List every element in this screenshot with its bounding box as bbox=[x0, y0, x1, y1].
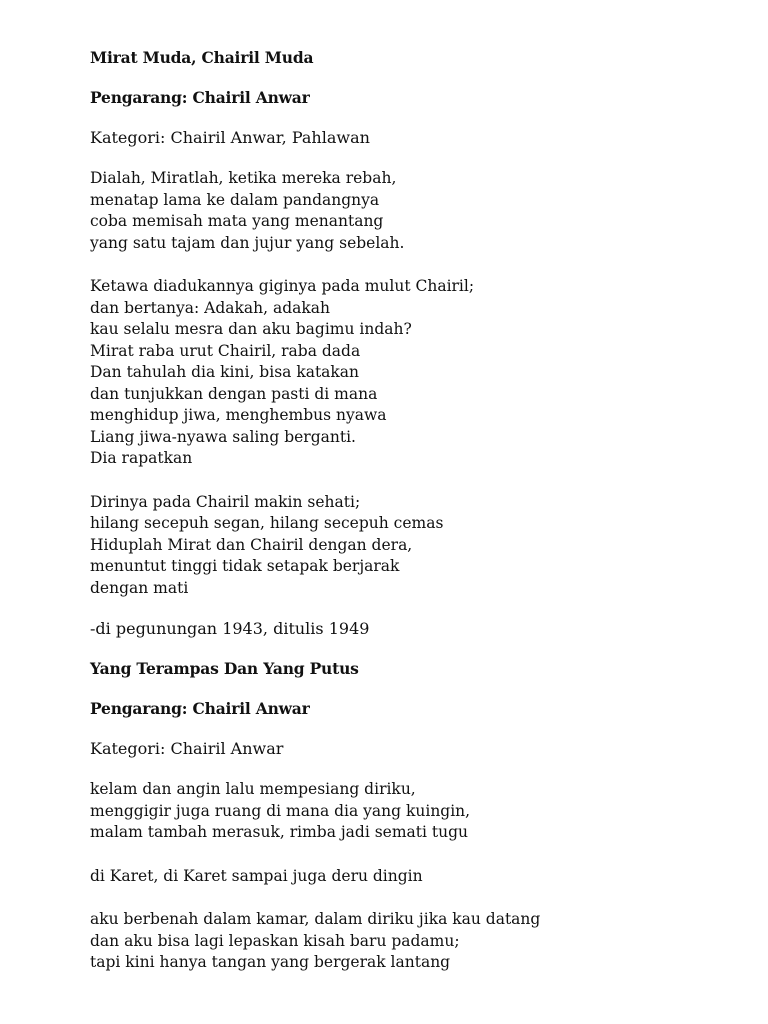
poem-line: hilang secepuh segan, hilang secepuh cemas bbox=[90, 514, 444, 532]
poem-line: di Karet, di Karet sampai juga deru dingin bbox=[90, 866, 423, 885]
poem-line: aku berbenah dalam kamar, dalam diriku jika kau datang bbox=[90, 910, 541, 928]
poem-1-title: Mirat Muda, Chairil Muda bbox=[90, 48, 314, 67]
poem-line: kau selalu mesra dan aku bagimu indah? bbox=[90, 320, 412, 338]
poem-line: Ketawa diadukannya giginya pada mulut Chairil; bbox=[90, 277, 475, 295]
poem-line: dengan mati bbox=[90, 578, 189, 597]
poem-line: Mirat raba urut Chairil, raba dada bbox=[90, 341, 361, 360]
poem-line: yang satu tajam dan jujur yang sebelah. bbox=[90, 233, 405, 252]
poem-line: Dia rapatkan bbox=[90, 449, 193, 467]
poem-1-stanza-1 bbox=[90, 168, 750, 254]
poem-line: menghidup jiwa, menghembus nyawa bbox=[90, 406, 387, 424]
poem-line: dan tunjukkan dengan pasti di mana bbox=[90, 384, 378, 403]
poem-line: menuntut tinggi tidak setapak berjarak bbox=[90, 557, 400, 575]
poem-line: Dialah, Miratlah, ketika mereka rebah, bbox=[90, 169, 397, 187]
poem-line: coba memisah mata yang menantang bbox=[90, 212, 384, 230]
poem-line: malam tambah merasuk, rimba jadi semati tugu bbox=[90, 823, 469, 841]
poem-1-category: Kategori: Chairil Anwar, Pahlawan bbox=[90, 128, 370, 147]
poem-2-stanza-3 bbox=[90, 909, 750, 974]
poem-2-stanza-2 bbox=[90, 866, 750, 888]
poem-line: tapi kini hanya tangan yang bergerak lantang bbox=[90, 953, 451, 971]
poem-1-footnote: -di pegunungan 1943, ditulis 1949 bbox=[90, 619, 370, 638]
poem-line: Hiduplah Mirat dan Chairil dengan dera, bbox=[90, 535, 413, 554]
poem-line: menatap lama ke dalam pandangnya bbox=[90, 190, 380, 209]
poem-2-stanza-1 bbox=[90, 779, 750, 844]
poem-line: dan aku bisa lagi lepaskan kisah baru padamu; bbox=[90, 931, 460, 950]
poem-line: Dan tahulah dia kini, bisa katakan bbox=[90, 363, 360, 381]
document-page bbox=[90, 48, 750, 974]
poem-line: kelam dan angin lalu mempesiang diriku, bbox=[90, 780, 416, 798]
poem-1-stanza-3 bbox=[90, 492, 750, 600]
poem-line: Dirinya pada Chairil makin sehati; bbox=[90, 492, 361, 511]
poem-2-title: Yang Terampas Dan Yang Putus bbox=[90, 659, 359, 678]
poem-line: Liang jiwa-nyawa saling berganti. bbox=[90, 427, 356, 446]
poem-line: menggigir juga ruang di mana dia yang kuingin, bbox=[90, 801, 471, 820]
poem-line: dan bertanya: Adakah, adakah bbox=[90, 298, 331, 317]
poem-1-author: Pengarang: Chairil Anwar bbox=[90, 88, 310, 107]
poem-2-author: Pengarang: Chairil Anwar bbox=[90, 699, 310, 718]
poem-2-category: Kategori: Chairil Anwar bbox=[90, 739, 284, 758]
poem-1-stanza-2 bbox=[90, 276, 750, 470]
